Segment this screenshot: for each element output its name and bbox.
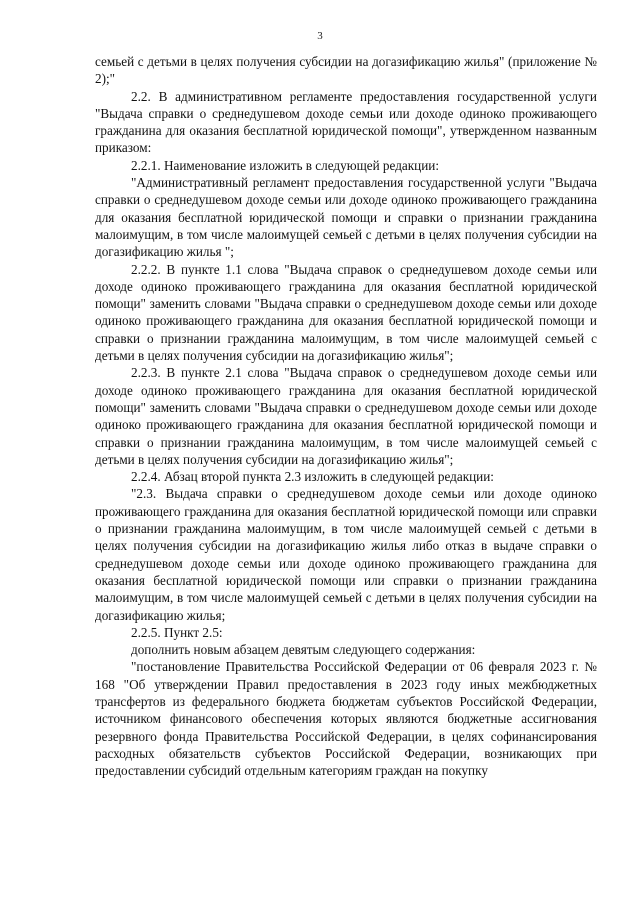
document-body bbox=[95, 53, 597, 779]
paragraph: 2.2.1. Наименование изложить в следующей редакции: bbox=[131, 157, 440, 173]
paragraph: "постановление Правительства Российской Федерации от 06 февраля 2023 г. № 168 "Об утверждении Правил предоставления в 2023 году иных межбюджетных трансфертов из федерального бюджета бюджетам субъектов Российской Федерации, источником финансового обеспечения которых являются бюджетные ассигнования резервного фонда Правительства Российской Федерации, в целях софинансирования расходных обязательств субъектов Российской Федерации, возникающих при предоставлении субсидий отдельным категориям граждан на покупку bbox=[95, 659, 597, 779]
page-number: 3 bbox=[317, 30, 323, 42]
paragraph: "Административный регламент предоставления государственной услуги "Выдача справки о среднедушевом доходе семьи или доходе одиноко проживающего гражданина для оказания бесплатной юридической помощи и справки о признании гражданина малоимущим, в том числе малоимущей семьей с детьми в целях получения субсидии на догазификацию жилья "; bbox=[95, 175, 597, 260]
paragraph: дополнить новым абзацем девятым следующего содержания: bbox=[131, 642, 476, 658]
paragraph: "2.3. Выдача справки о среднедушевом доходе семьи или доходе одиноко проживающего гражданина для оказания бесплатной юридической помощи или справки о признании гражданина малоимущим, в том числе малоимущей семьей с детьми в целях получения субсидии на догазификацию жилья либо отказ в выдаче справки о среднедушевом доходе семьи или доходе одиноко проживающего гражданина для оказания бесплатной юридической помощи или справки о признании гражданина малоимущим, в том числе малоимущей семьей с детьми в целях получения субсидии на догазификацию жилья; bbox=[95, 486, 597, 623]
paragraph: 2.2.4. Абзац второй пункта 2.3 изложить в следующей редакции: bbox=[131, 469, 494, 485]
paragraph: 2.2.5. Пункт 2.5: bbox=[131, 624, 223, 640]
paragraph: 2.2.3. В пункте 2.1 слова "Выдача справок о среднедушевом доходе семьи или доходе одиноко проживающего гражданина для оказания бесплатной юридической помощи" заменить словами "Выдача справки о среднедушевом доходе семьи или доходе одиноко проживающего гражданина для оказания бесплатной юридической помощи и справки о признании гражданина малоимущим, в том числе малоимущей семьей с детьми в целях получения субсидии на догазификацию жилья"; bbox=[95, 365, 597, 467]
paragraph: 2.2. В административном регламенте предоставления государственной услуги "Выдача справки о среднедушевом доходе семьи или доходе одиноко проживающего гражданина для оказания бесплатной юридической помощи", утвержденном названным приказом: bbox=[95, 88, 597, 156]
paragraph: 2.2.2. В пункте 1.1 слова "Выдача справок о среднедушевом доходе семьи или доходе одиноко проживающего гражданина для оказания бесплатной юридической помощи" заменить словами "Выдача справки о среднедушевом доходе семьи или доходе одиноко проживающего гражданина для оказания бесплатной юридической помощи и справки о признании гражданина малоимущим, в том числе малоимущей семьей с детьми в целях получения субсидии на догазификацию жилья"; bbox=[95, 261, 597, 364]
paragraph: семьей с детьми в целях получения субсидии на догазификацию жилья" (приложение № 2);" bbox=[95, 54, 597, 87]
